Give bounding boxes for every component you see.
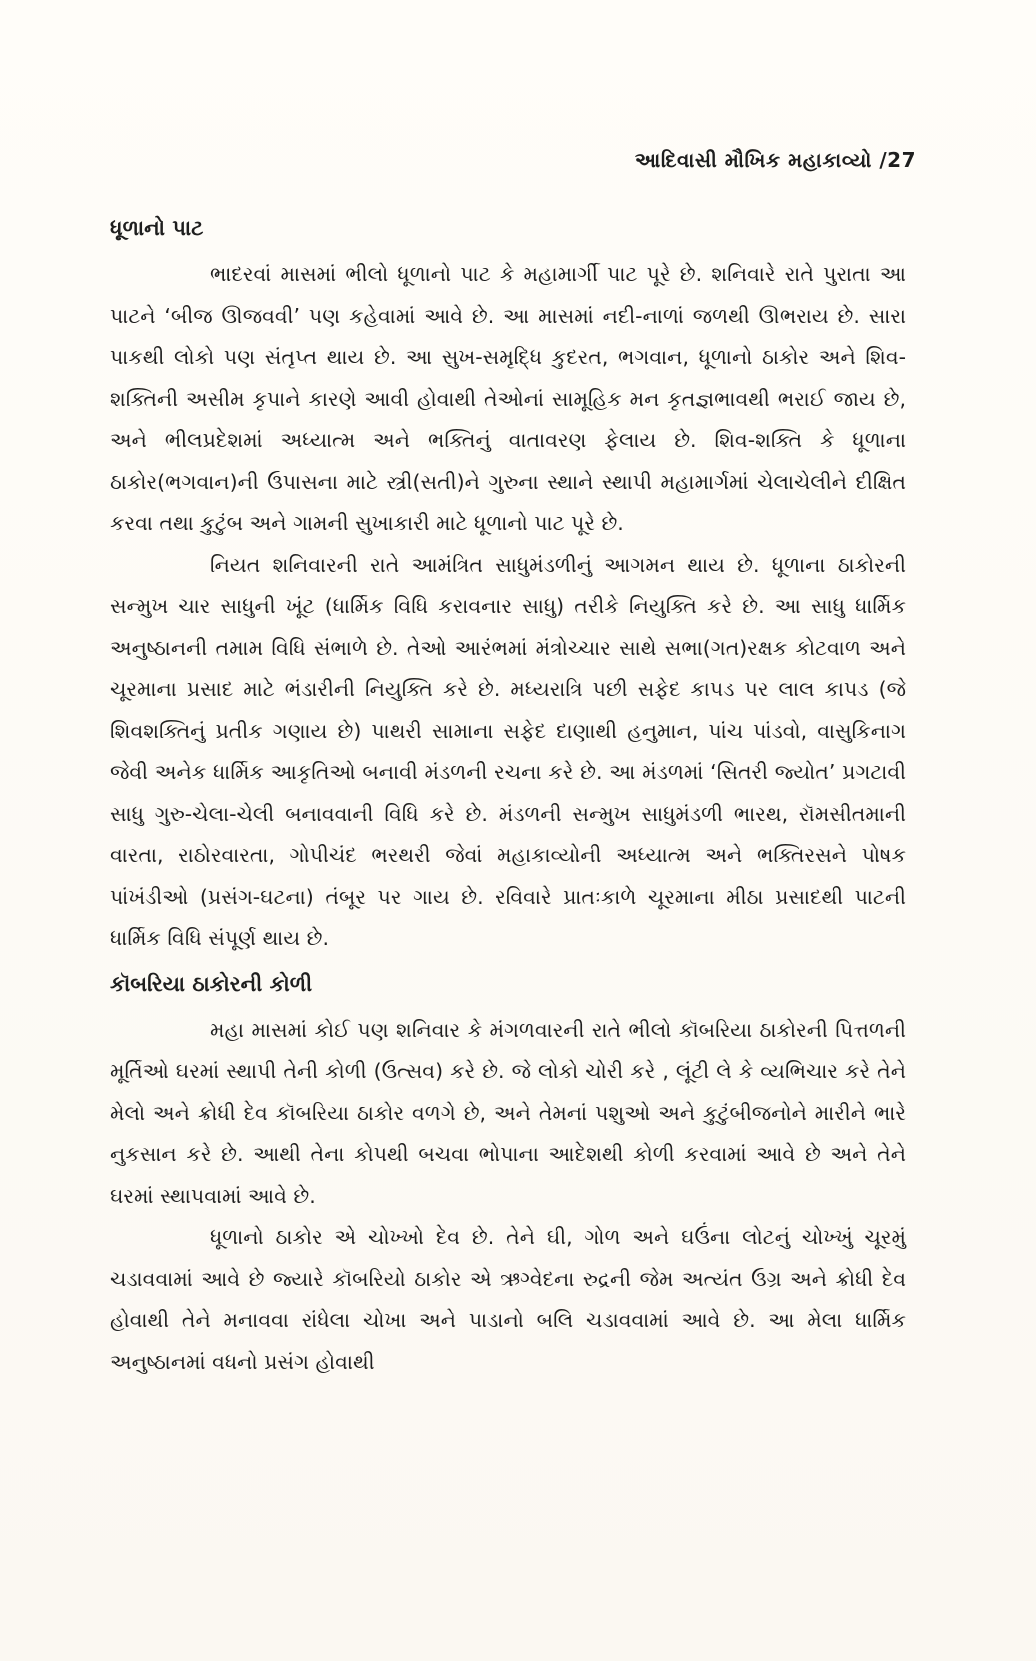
paragraph: ભાદરવાં માસમાં ભીલો ધૂળાનો પાટ કે મહામાર્ગી પાટ પૂરે છે. શનિવારે રાતે પુરાતા આ પાટને ‘બીજ ઊજવવી’ પણ કહેવામાં આવે છે. આ માસમાં નદી-નાળાં જળથી ઊભરાય છે. સારા પાકથી લોકો પણ સંતૃપ્ત થાય છે. આ સુખ-સમૃદ્ધિ કુદરત, ભગવાન, ધૂળાનો ઠાકોર અને શિવ-શક્તિની અસીમ કૃપાને કારણે આવી હોવાથી તેઓનાં સામૂહિક મન કૃતજ્ઞભાવથી ભરાઈ જાય છે, અને ભીલપ્રદેશમાં અધ્યાત્મ અને ભક્તિનું વાતાવરણ ફેલાય છે. શિવ-શક્તિ કે ધૂળાના ઠાકોર(ભગવાન)ની ઉપાસના માટે સ્ત્રી(સતી)ને ગુરુના સ્થાને સ્થાપી મહામાર્ગમાં ચેલાચેલીને દીક્ષિત કરવા તથા કુટુંબ અને ગામની સુખાકારી માટે ધૂળાનો પાટ પૂરે છે.	[110, 262, 906, 535]
paragraph: મહા માસમાં કોઈ પણ શનિવાર કે મંગળવારની રાતે ભીલો કૉબરિયા ઠાકોરની પિત્તળની મૂર્તિઓ ઘરમાં સ્થાપી તેની કોળી (ઉત્સવ) કરે છે. જે લોકો ચોરી કરે , લૂંટી લે કે વ્યભિચાર કરે તેને મેલો અને ક્રોધી દેવ કૉબરિયા ઠાકોર વળગે છે, અને તેમનાં પશુઓ અને કુટુંબીજનોને મારીને ભારે નુકસાન કરે છે. આથી તેના કોપથી બચવા ભોપાના આદેશથી કોળી કરવામાં આવે છે અને તેને ઘરમાં સ્થાપવામાં આવે છે.	[110, 1017, 906, 1208]
running-head: આદિવાસી મૌખિક મહાકાવ્યો /27	[634, 148, 916, 172]
section-kobariya-thakor	[110, 964, 906, 1384]
section-dhulano-pat	[110, 208, 906, 960]
paragraph: ધૂળાનો ઠાકોર એ ચોખ્ખો દેવ છે. તેને ઘી, ગોળ અને ઘઉંના લોટનું ચોખ્ખું ચૂરમું ચડાવવામાં આવે છે જ્યારે કૉબરિયો ઠાકોર એ ઋગ્વેદના રુદ્રની જેમ અત્યંત ઉગ્ર અને ક્રોધી દેવ હોવાથી તેને મનાવવા રાંધેલા ચોખા અને પાડાનો બલિ ચડાવવામાં આવે છે. આ મેલા ધાર્મિક અનુષ્ઠાનમાં વધનો પ્રસંગ હોવાથી	[110, 1225, 906, 1374]
paragraph: નિયત શનિવારની રાતે આમંત્રિત સાધુમંડળીનું આગમન થાય છે. ધૂળાના ઠાકોરની સન્મુખ ચાર સાધુની ખૂંટ (ધાર્મિક વિધિ કરાવનાર સાધુ) તરીકે નિયુક્તિ કરે છે. આ સાધુ ધાર્મિક અનુષ્ઠાનની તમામ વિધિ સંભાળે છે. તેઓ આરંભમાં મંત્રોચ્ચાર સાથે સભા(ગત)રક્ષક કોટવાળ અને ચૂરમાના પ્રસાદ માટે ભંડારીની નિયુક્તિ કરે છે. મધ્યરાત્રિ પછી સફેદ કાપડ પર લાલ કાપડ (જે શિવશક્તિનું પ્રતીક ગણાય છે) પાથરી સામાના સફેદ દાણાથી હનુમાન, પાંચ પાંડવો, વાસુકિનાગ જેવી અનેક ધાર્મિક આકૃતિઓ બનાવી મંડળની રચના કરે છે. આ મંડળમાં ‘સિતરી જ્યોત’ પ્રગટાવી સાધુ ગુરુ-ચેલા-ચેલી બનાવવાની વિધિ કરે છે. મંડળની સન્મુખ સાધુમંડળી ભારથ, રૉમસીતમાની વારતા, રાઠોરવારતા, ગોપીચંદ ભરથરી જેવાં મહાકાવ્યોની અધ્યાત્મ અને ભક્તિરસને પોષક પાંખંડીઓ (પ્રસંગ-ઘટના) તંબૂર પર ગાય છે. રવિવારે પ્રાતઃકાળે ચૂરમાના મીઠા પ્રસાદથી પાટની ધાર્મિક વિધિ સંપૂર્ણ થાય છે.	[110, 552, 906, 950]
section-heading: કૉબરિયા ઠાકોરની કોળી	[110, 971, 313, 996]
section-heading: ધૂળાનો પાટ	[110, 216, 204, 240]
page-body	[110, 208, 906, 1383]
